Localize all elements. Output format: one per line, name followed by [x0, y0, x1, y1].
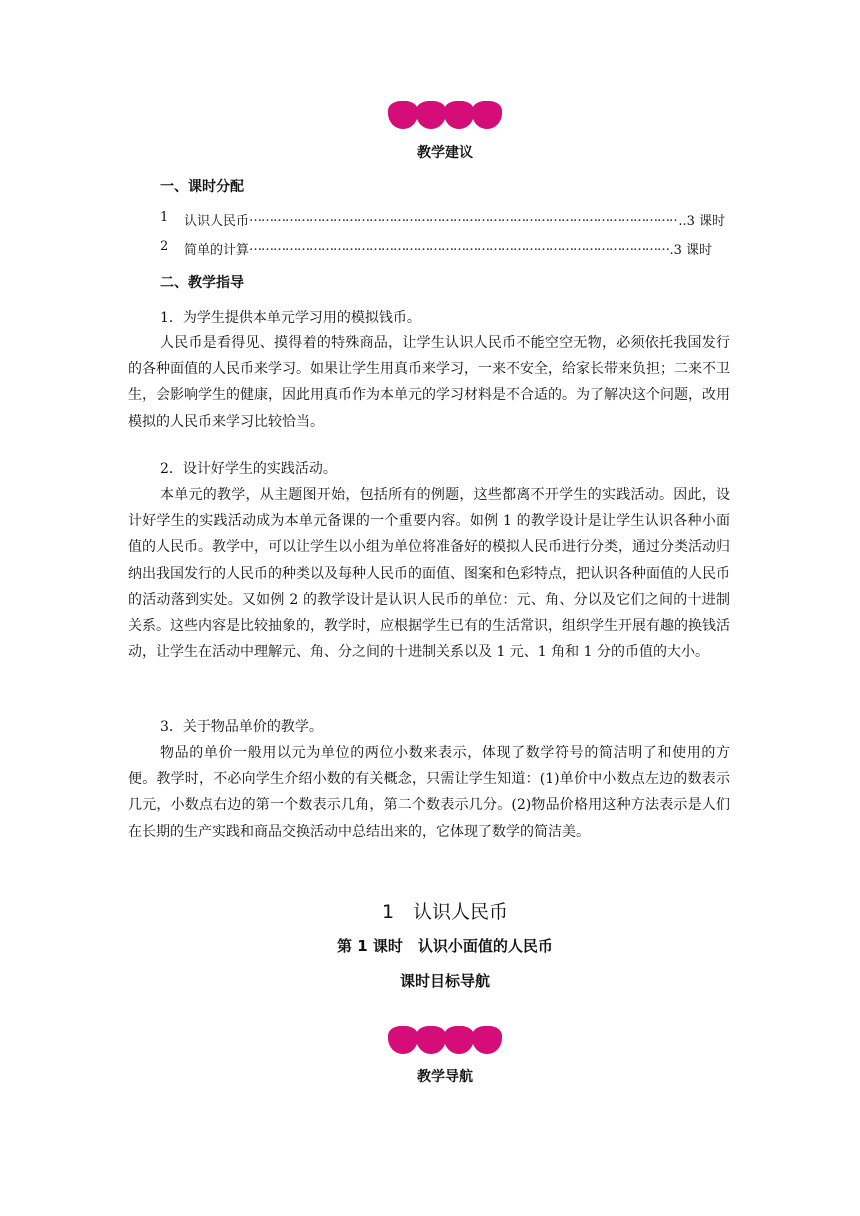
toc-hours: .3 课时 [669, 243, 712, 258]
dot-icon [472, 1026, 502, 1054]
paragraph-1: 人民币是看得见、摸得着的特殊商品，让学生认识人民币不能空空无物，必须依托我国发行的各种面值的人民币来学习。如果让学生用真币来学习，一来不安全，给家长带来负担；二来不卫生，会影响学生的健康，因此用真币作为本单元的学习材料是不合适的。为了解决这个问题，改用模拟的人民币来学习比较恰当。 [128, 335, 730, 430]
dot-icon [444, 101, 474, 129]
heading-lesson-allocation: 一、课时分配 [160, 179, 244, 195]
dot-icon [444, 1026, 474, 1054]
toc-row [160, 210, 725, 229]
section-label-teaching-advice: 教学建议 [417, 145, 473, 161]
dot-icon [388, 101, 418, 129]
toc-leader [249, 239, 669, 258]
toc-number: 2 [160, 239, 169, 254]
toc-title: 认识人民币 [184, 214, 250, 229]
decorative-dots-icon [388, 101, 504, 131]
paragraph-2: 本单元的教学，从主题图开始，包括所有的例题，这些都离不开学生的实践活动。因此，设计好学生的实践活动成为本单元备课的一个重要内容。如例 1 的教学设计是让学生认识各种小面值的人民币。教学中，可以让学生以小组为单位将准备好的模拟人民币进行分类，通过分类活动归纳出我国发行的人民币的种类以及每种人民币的面值、图案和色彩特点，把认识各种面值的人民币的活动落到实处。又如例 2 的教学设计是认识人民币的单位：元、角、分以及它们之间的十进制关系。这些内容是比较抽象的，教学时，应根据学生已有的生活常识，组织学生开展有趣的换钱活动，让学生在活动中理解元、角、分之间的十进制关系以及 1 元、1 角和 1 分的币值的大小。 [128, 487, 730, 661]
dot-icon [416, 1026, 446, 1054]
toc-hours: ..3 课时 [678, 214, 725, 229]
dot-icon [472, 101, 502, 129]
lesson-subtitle: 课时目标导航 [399, 972, 490, 990]
guidance-item-3: 3．关于物品单价的教学。 [160, 719, 323, 735]
guidance-item-1: 1．为学生提供本单元学习用的模拟钱币。 [160, 310, 421, 326]
toc-title: 简单的计算 [184, 243, 250, 258]
lesson-title: 第 1 课时 认识小面值的人民币 [337, 937, 553, 955]
decorative-dots-icon [388, 1026, 504, 1056]
toc-row [160, 239, 712, 258]
toc-number: 1 [160, 210, 169, 225]
dot-icon [416, 101, 446, 129]
toc-leader [249, 210, 678, 229]
heading-teaching-guidance: 二、教学指导 [160, 275, 244, 291]
chapter-title: 1 认识人民币 [381, 901, 509, 923]
dot-icon [388, 1026, 418, 1054]
paragraph-3: 物品的单价一般用以元为单位的两位小数来表示，体现了数学符号的简洁明了和使用的方便。教学时，不必向学生介绍小数的有关概念，只需让学生知道：(1)单价中小数点左边的数表示几元，小数点右边的第一个数表示几角，第二个数表示几分。(2)物品价格用这种方法表示是人们在长期的生产实践和商品交换活动中总结出来的，它体现了数学的简洁美。 [128, 745, 730, 840]
section-label-teaching-navigation: 教学导航 [417, 1069, 473, 1085]
guidance-item-2: 2．设计好学生的实践活动。 [160, 461, 337, 477]
